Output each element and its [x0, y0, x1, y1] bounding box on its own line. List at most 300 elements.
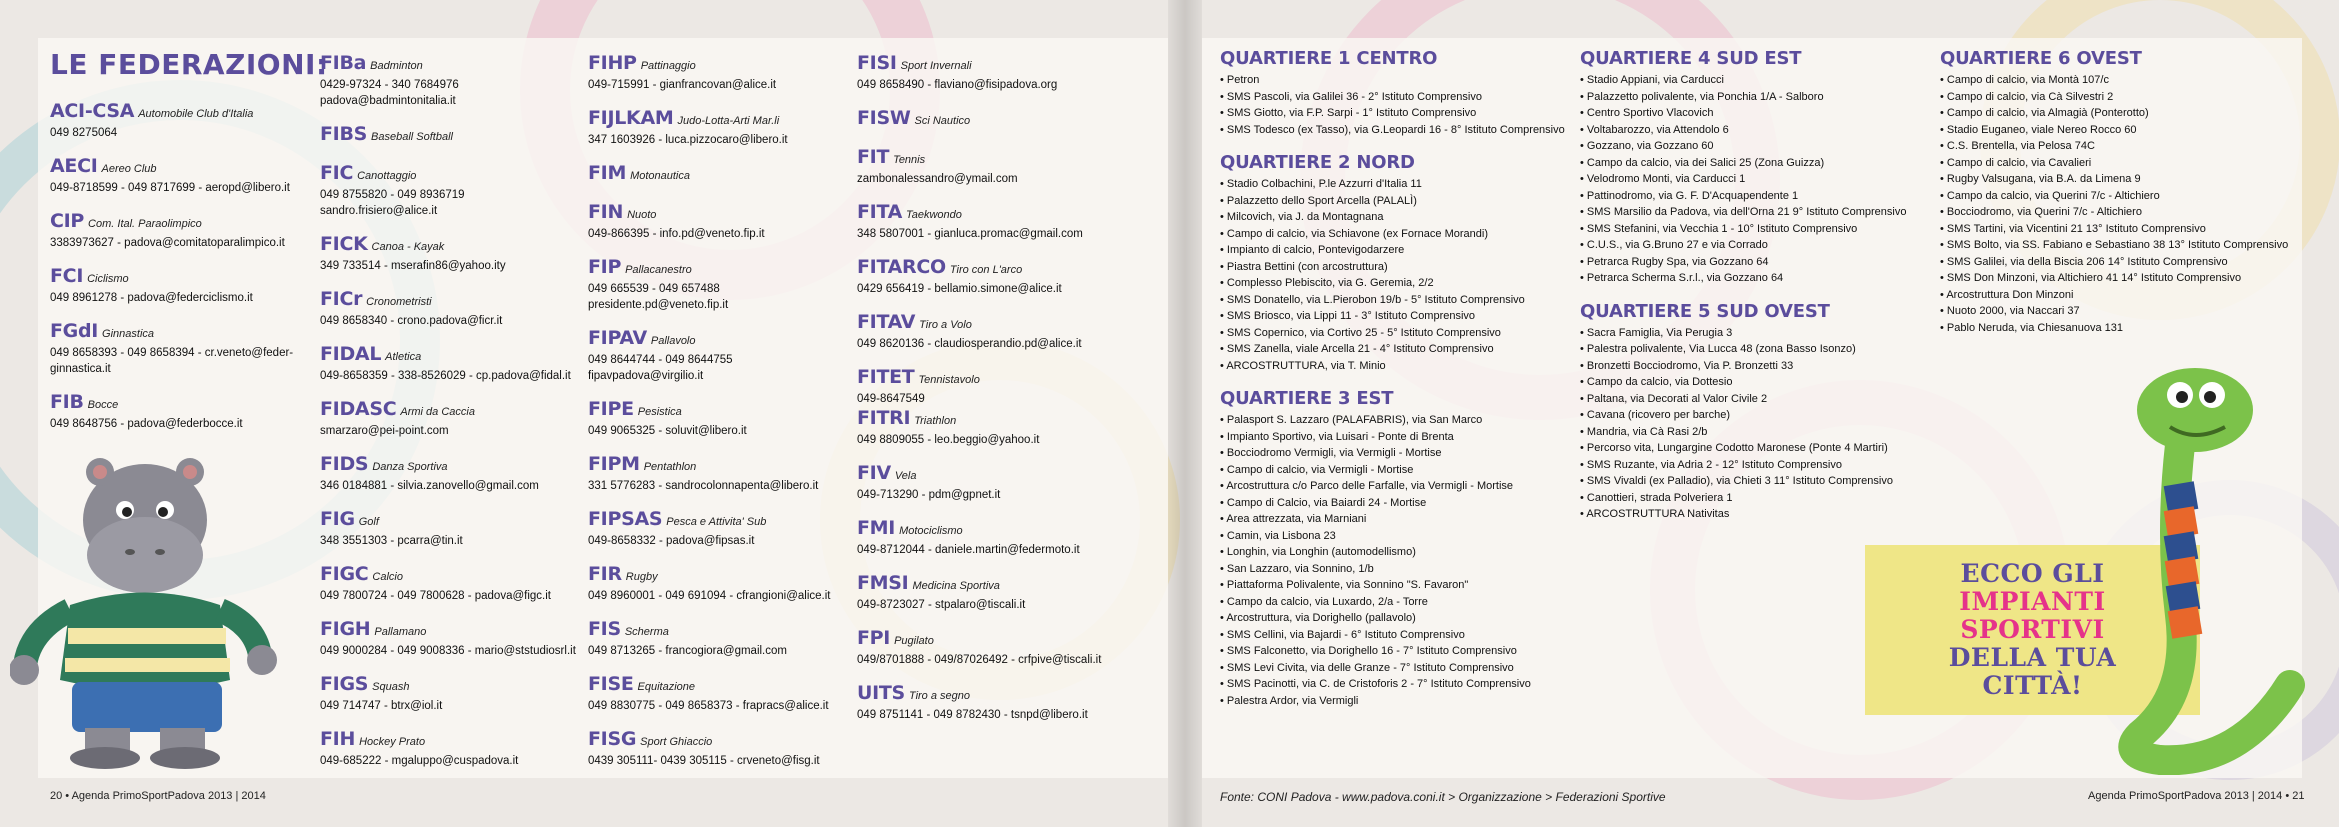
facility-item: • SMS Donatello, via L.Pierobon 19/b - 5° Istituto Comprensivo — [1220, 292, 1580, 309]
facility-item: • SMS Galilei, via della Biscia 206 14° Istituto Comprensivo — [1940, 254, 2280, 271]
federation-heading — [588, 673, 858, 698]
federation-entry — [50, 265, 320, 306]
federation-contact: 049-8658359 - 338-8526029 - cp.padova@fidal.it — [320, 370, 571, 382]
federation-sport: Danza Sportiva — [372, 461, 448, 473]
federation-contact: 348 3551303 - pcarra@tin.it — [320, 535, 463, 547]
federation-sport: Pugilato — [894, 635, 934, 647]
facility-item: • SMS Levi Civita, via delle Granze - 7° Istituto Comprensivo — [1220, 660, 1580, 677]
federation-heading — [588, 618, 858, 643]
federation-heading — [857, 627, 1147, 652]
federation-contact: 049-685222 - mgaluppo@cuspadova.it — [320, 755, 519, 767]
facility-item: • Arcostruttura Don Minzoni — [1940, 287, 2280, 304]
federation-contact: 0439 305111- 0439 305115 - crveneto@fisg.it — [588, 755, 820, 767]
facility-item: • Sacra Famiglia, Via Perugia 3 — [1580, 325, 1940, 342]
federation-heading — [857, 572, 1147, 597]
federation-contact: 349 733514 - mserafin86@yahoo.ity — [320, 260, 506, 272]
federation-contact: 049-8647549 — [857, 393, 925, 405]
federation-sport: Armi da Caccia — [400, 406, 475, 418]
federation-entry — [320, 288, 590, 329]
federation-entry — [857, 627, 1147, 668]
district-block — [1220, 152, 1580, 374]
federation-heading — [50, 320, 320, 345]
federation-heading — [857, 107, 1147, 132]
federation-sport: Tennistavolo — [918, 374, 980, 386]
federation-sport: Sport Ghiaccio — [640, 736, 713, 748]
federation-code: FIDS — [320, 453, 369, 475]
facility-item: • Campo da calcio, via Dottesio — [1580, 374, 1940, 391]
district-title: QUARTIERE 4 SUD EST — [1580, 48, 1802, 69]
federation-sport: Sport Invernali — [900, 60, 972, 72]
federation-heading — [857, 682, 1147, 707]
federation-code: FICr — [320, 288, 363, 310]
federation-entry — [320, 728, 590, 769]
federation-sport: Medicina Sportiva — [912, 580, 1000, 592]
federation-code: FIC — [320, 162, 354, 184]
federation-sport: Pesistica — [637, 406, 682, 418]
federation-sport: Golf — [358, 516, 379, 528]
facility-item: • Velodromo Monti, via Carducci 1 — [1580, 171, 1940, 188]
federation-sport: Automobile Club d'Italia — [138, 108, 254, 120]
federation-entry — [857, 311, 1147, 352]
federation-contact: 049 8644744 - 049 8644755 — [588, 354, 733, 366]
facility-item: • Campo di calcio, via Montà 107/c — [1940, 72, 2280, 89]
facility-item: • Cavana (ricovero per barche) — [1580, 407, 1940, 424]
facility-item: • Complesso Plebiscito, via G. Geremia, 2/2 — [1220, 275, 1580, 292]
hippo-mascot-illustration — [10, 430, 280, 770]
promo-line-3b: CITTÀ! — [1982, 671, 2083, 700]
federation-entry — [320, 123, 590, 148]
federation-entry — [857, 407, 1147, 448]
facility-item: • Campo da calcio, via Querini 7/c - Altichiero — [1940, 188, 2280, 205]
federation-code: FIGH — [320, 618, 371, 640]
facility-item: • Nuoto 2000, via Naccari 37 — [1940, 303, 2280, 320]
district-title: QUARTIERE 2 NORD — [1220, 152, 1415, 173]
federation-sport: Canoa - Kayak — [371, 241, 445, 253]
federation-entry — [857, 517, 1147, 558]
facility-item: • SMS Pacinotti, via C. de Cristoforis 2 - 7° Istituto Comprensivo — [1220, 676, 1580, 693]
federation-entry — [857, 572, 1147, 613]
federation-code: FIJLKAM — [588, 107, 674, 129]
federation-column-3 — [588, 52, 858, 783]
federation-heading — [320, 123, 590, 148]
federation-entry — [588, 618, 858, 659]
federation-heading — [320, 453, 590, 478]
federation-sport: Squash — [372, 681, 410, 693]
federation-contact: 049 8275064 — [50, 127, 118, 139]
federation-heading — [320, 398, 590, 423]
federation-code: FIHP — [588, 52, 637, 74]
federation-contact: 049 8755820 - 049 8936719 — [320, 189, 465, 201]
federation-entry — [320, 563, 590, 604]
federation-code: FMI — [857, 517, 896, 539]
federation-sport: Judo-Lotta-Arti Mar.li — [677, 115, 780, 127]
federation-contact: 0429 656419 - bellamio.simone@alice.it — [857, 283, 1062, 295]
district-column-3 — [1940, 48, 2289, 350]
federation-contact: 049-866395 - info.pd@veneto.fip.it — [588, 228, 765, 240]
federation-code: FMSI — [857, 572, 909, 594]
federation-entry — [320, 508, 590, 549]
facility-item: • SMS Copernico, via Cortivo 25 - 5° Istituto Comprensivo — [1220, 325, 1580, 342]
facility-item: • Campo di calcio, via Vermigli - Mortise — [1220, 462, 1580, 479]
federation-sport: Aereo Club — [101, 163, 157, 175]
federation-heading — [320, 508, 590, 533]
federation-code: FIN — [588, 201, 624, 223]
federation-heading — [320, 343, 590, 368]
federation-sport: Hockey Prato — [359, 736, 426, 748]
federation-sport: Motonautica — [630, 170, 690, 182]
federation-contact: 049 8658340 - crono.padova@ficr.it — [320, 315, 503, 327]
federation-contact: 347 1603926 - luca.pizzocaro@libero.it — [588, 134, 788, 146]
federation-code: FIT — [857, 146, 890, 168]
federation-contact: 049 8961278 - padova@federciclismo.it — [50, 292, 253, 304]
district-title: QUARTIERE 1 CENTRO — [1220, 48, 1438, 69]
federation-sport: Pallavolo — [650, 335, 696, 347]
federation-entry — [50, 320, 320, 377]
federation-heading — [50, 265, 320, 290]
facility-item: • Bocciodromo, via Querini 7/c - Altichiero — [1940, 204, 2280, 221]
federation-column-2 — [320, 52, 590, 783]
facility-list — [1940, 72, 2289, 336]
federation-entry — [50, 155, 320, 196]
federation-heading — [857, 517, 1147, 542]
federation-heading — [588, 453, 858, 478]
federation-sport: Motociclismo — [899, 525, 963, 537]
federation-code: FISE — [588, 673, 634, 695]
facility-item: • Longhin, via Longhin (automodellismo) — [1220, 544, 1580, 561]
federation-entry — [588, 201, 858, 242]
federation-contact: ginnastica.it — [50, 363, 111, 375]
federation-entry — [588, 327, 858, 384]
federation-code: FIV — [857, 462, 891, 484]
federation-heading — [320, 563, 590, 588]
facility-item: • SMS Tartini, via Vicentini 21 13° Istituto Comprensivo — [1940, 221, 2280, 238]
federation-heading — [588, 508, 858, 533]
district-column-1 — [1220, 48, 1580, 723]
facility-list — [1220, 72, 1580, 138]
federation-code: FIDASC — [320, 398, 397, 420]
facility-item: • SMS Don Minzoni, via Altichiero 41 14° Istituto Comprensivo — [1940, 270, 2280, 287]
federation-entry — [588, 728, 858, 769]
facility-item: • SMS Falconetto, via Dorighello 16 - 7° Istituto Comprensivo — [1220, 643, 1580, 660]
federation-contact: 049 9065325 - soluvit@libero.it — [588, 425, 747, 437]
promo-line-1: ECCO GLI — [1960, 559, 2105, 588]
federation-sport: Tiro a Volo — [919, 319, 972, 331]
facility-item: • Petrarca Scherma S.r.l., via Gozzano 64 — [1580, 270, 1940, 287]
federation-sport: Equitazione — [637, 681, 696, 693]
federation-contact: 049 8960001 - 049 691094 - cfrangioni@alice.it — [588, 590, 831, 602]
federation-sport: Canottaggio — [357, 170, 417, 182]
federation-heading — [588, 563, 858, 588]
federation-heading — [588, 327, 858, 352]
federation-contact: 0429-97324 - 340 7684976 — [320, 79, 459, 91]
federation-code: FIGS — [320, 673, 369, 695]
facility-item: • Campo di calcio, via Schiavone (ex Fornace Morandi) — [1220, 226, 1580, 243]
federation-code: AECI — [50, 155, 98, 177]
federation-heading — [320, 52, 590, 77]
right-folio: Agenda PrimoSportPadova 2013 | 2014 • 21 — [2088, 790, 2305, 802]
page-gutter — [1168, 0, 1202, 827]
federation-code: FIP — [588, 256, 622, 278]
federation-contact: 049/8701888 - 049/87026492 - crfpive@tiscali.it — [857, 654, 1102, 666]
federation-entry — [588, 162, 858, 187]
federation-code: FIPE — [588, 398, 634, 420]
facility-item: • Palestra Ardor, via Vermigli — [1220, 693, 1580, 710]
federation-contact: zambonalessandro@ymail.com — [857, 173, 1018, 185]
federation-entry — [588, 453, 858, 494]
federation-entry — [320, 673, 590, 714]
facility-item: • Canottieri, strada Polveriera 1 — [1580, 490, 1940, 507]
facility-item: • SMS Giotto, via F.P. Sarpi - 1° Istituto Comprensivo — [1220, 105, 1580, 122]
facility-item: • Piastra Bettini (con arcostruttura) — [1220, 259, 1580, 276]
federation-entry — [588, 508, 858, 549]
federation-sport: Pallacanestro — [625, 264, 692, 276]
federation-sport: Tiro con L'arco — [949, 264, 1023, 276]
federation-heading — [857, 52, 1147, 77]
federation-code: FITRI — [857, 407, 911, 429]
federation-code: FICK — [320, 233, 368, 255]
federation-heading — [857, 462, 1147, 487]
federation-entry — [857, 682, 1147, 723]
federation-code: CIP — [50, 210, 85, 232]
federation-heading — [588, 201, 858, 226]
federation-code: FPI — [857, 627, 891, 649]
federation-entry — [320, 52, 590, 109]
facility-list — [1580, 72, 1940, 287]
facility-item: • C.S. Brentella, via Pelosa 74C — [1940, 138, 2280, 155]
federation-sport: Calcio — [372, 571, 403, 583]
federation-code: FIPAV — [588, 327, 647, 349]
facility-item: • Voltabarozzo, via Attendolo 6 — [1580, 122, 1940, 139]
federation-heading — [857, 256, 1147, 281]
district-block — [1940, 48, 2289, 336]
federation-code: FIS — [588, 618, 621, 640]
facility-item: • Impianto di calcio, Pontevigodarzere — [1220, 242, 1580, 259]
federation-entry — [857, 366, 1147, 407]
federation-entry — [588, 398, 858, 439]
facility-item: • Piattaforma Polivalente, via Sonnino "S. Favaron" — [1220, 577, 1580, 594]
federation-entry — [320, 162, 590, 219]
federation-heading — [588, 256, 858, 281]
federation-sport: Ciclismo — [87, 273, 129, 285]
federation-entry — [857, 52, 1147, 93]
facility-item: • Arcostruttura c/o Parco delle Farfalle, via Vermigli - Mortise — [1220, 478, 1580, 495]
federation-heading — [320, 162, 590, 187]
federation-contact: 331 5776283 - sandrocolonnapenta@libero.it — [588, 480, 819, 492]
facility-item: • ARCOSTRUTTURA Nativitas — [1580, 506, 1940, 523]
federation-code: FIBa — [320, 52, 367, 74]
federation-contact: padova@badmintonitalia.it — [320, 95, 456, 107]
facility-item: • Pattinodromo, via G. F. D'Acquapendente 1 — [1580, 188, 1940, 205]
federation-sport: Pallamano — [374, 626, 427, 638]
federation-heading — [857, 146, 1147, 171]
federation-entry — [857, 201, 1147, 242]
federation-contact: 346 0184881 - silvia.zanovello@gmail.com — [320, 480, 539, 492]
federation-sport: Pesca e Attivita' Sub — [666, 516, 767, 528]
facility-item: • SMS Ruzante, via Adria 2 - 12° Istituto Comprensivo — [1580, 457, 1940, 474]
federation-entry — [588, 107, 858, 148]
federation-contact: 049 665539 - 049 657488 — [588, 283, 720, 295]
facility-item: • SMS Marsilio da Padova, via dell'Orna 21 9° Istituto Comprensivo — [1580, 204, 1940, 221]
facility-item: • ARCOSTRUTTURA, via T. Minio — [1220, 358, 1580, 375]
facility-item: • SMS Cellini, via Bajardi - 6° Istituto Comprensivo — [1220, 627, 1580, 644]
facility-item: • SMS Pascoli, via Galilei 36 - 2° Istituto Comprensivo — [1220, 89, 1580, 106]
facility-item: • Rugby Valsugana, via B.A. da Limena 9 — [1940, 171, 2280, 188]
facility-item: • Area attrezzata, via Marniani — [1220, 511, 1580, 528]
facility-item: • Palazzetto polivalente, via Ponchia 1/A - Salboro — [1580, 89, 1940, 106]
federation-entry — [320, 453, 590, 494]
district-title: QUARTIERE 3 EST — [1220, 388, 1394, 409]
federation-heading — [320, 673, 590, 698]
federation-entry — [588, 673, 858, 714]
federation-contact: 049 8809055 - leo.beggio@yahoo.it — [857, 434, 1040, 446]
federation-sport: Tiro a segno — [908, 690, 971, 702]
federation-contact: 049 714747 - btrx@iol.it — [320, 700, 443, 712]
federation-heading — [857, 201, 1147, 226]
federation-entry — [320, 618, 590, 659]
federation-contact: 049-8723027 - stpalaro@tiscali.it — [857, 599, 1026, 611]
facility-item: • Campo da calcio, via dei Salici 25 (Zona Guizza) — [1580, 155, 1940, 172]
facility-item: • Gozzano, via Gozzano 60 — [1580, 138, 1940, 155]
federation-sport: Rugby — [625, 571, 658, 583]
federation-code: FIB — [50, 391, 84, 413]
federation-code: FIR — [588, 563, 622, 585]
federation-code: FITA — [857, 201, 903, 223]
federation-contact: 049-8658332 - padova@fipsas.it — [588, 535, 755, 547]
federation-entry — [857, 146, 1147, 187]
facility-item: • Palasport S. Lazzaro (PALAFABRIS), via San Marco — [1220, 412, 1580, 429]
federation-sport: Com. Ital. Paraolimpico — [88, 218, 202, 230]
federation-sport: Triathlon — [914, 415, 957, 427]
snake-mascot-illustration — [2100, 355, 2320, 775]
facility-item: • Stadio Euganeo, viale Nereo Rocco 60 — [1940, 122, 2280, 139]
facility-item: • Campo di Calcio, via Baiardi 24 - Mortise — [1220, 495, 1580, 512]
promo-line-2a: IMPIANTI — [1959, 587, 2106, 616]
federation-contact: 049 9000284 - 049 9008336 - mario@ststudiosrl.it — [320, 645, 576, 657]
federation-sport: Taekwondo — [906, 209, 962, 221]
federation-heading — [50, 100, 320, 125]
federation-entry — [320, 398, 590, 439]
federation-sport: Bocce — [87, 399, 119, 411]
facility-item: • Campo da calcio, via Luxardo, 2/a - Torre — [1220, 594, 1580, 611]
federation-heading — [320, 233, 590, 258]
federation-code: FITET — [857, 366, 915, 388]
federation-code: FIBS — [320, 123, 368, 145]
facility-item: • SMS Vivaldi (ex Palladio), via Chieti 3 11° Istituto Comprensivo — [1580, 473, 1940, 490]
federation-code: FIPSAS — [588, 508, 663, 530]
federation-sport: Pentathlon — [643, 461, 697, 473]
federation-entry — [320, 233, 590, 274]
district-column-2 — [1580, 48, 1940, 537]
federation-contact: 049 8620136 - claudiosperandio.pd@alice.it — [857, 338, 1082, 350]
federation-contact: sandro.frisiero@alice.it — [320, 205, 438, 217]
federation-code: FISW — [857, 107, 911, 129]
left-folio: 20 • Agenda PrimoSportPadova 2013 | 2014 — [50, 790, 266, 802]
federation-code: FITAV — [857, 311, 916, 333]
federation-sport: Cronometristi — [366, 296, 432, 308]
federation-contact: 049 8648756 - padova@federbocce.it — [50, 418, 243, 430]
federation-code: FIM — [588, 162, 627, 184]
facility-item: • Petrarca Rugby Spa, via Gozzano 64 — [1580, 254, 1940, 271]
federation-sport: Baseball Softball — [371, 131, 453, 143]
federation-code: FGdI — [50, 320, 99, 342]
facility-item: • Palazzetto dello Sport Arcella (PALALÌ) — [1220, 193, 1580, 210]
federation-heading — [857, 407, 1147, 432]
district-block — [1220, 388, 1580, 709]
federation-heading — [50, 210, 320, 235]
federation-entry — [588, 256, 858, 313]
federation-contact: 049 7800724 - 049 7800628 - padova@figc.it — [320, 590, 551, 602]
federation-sport: Vela — [894, 470, 917, 482]
facility-item: • Bocciodromo Vermigli, via Vermigli - Mortise — [1220, 445, 1580, 462]
federation-heading — [588, 52, 858, 77]
federation-code: ACI-CSA — [50, 100, 135, 122]
federation-entry — [588, 563, 858, 604]
federation-code: FISI — [857, 52, 897, 74]
facility-item: • Centro Sportivo Vlacovich — [1580, 105, 1940, 122]
federation-code: UITS — [857, 682, 905, 704]
facility-item: • C.U.S., via G.Bruno 27 e via Corrado — [1580, 237, 1940, 254]
federation-contact: presidente.pd@veneto.fip.it — [588, 299, 729, 311]
federation-contact: 049 8751141 - 049 8782430 - tsnpd@libero.it — [857, 709, 1088, 721]
facility-item: • Arcostruttura, via Dorighello (pallavolo) — [1220, 610, 1580, 627]
federation-entry — [857, 256, 1147, 297]
federation-heading — [50, 391, 320, 416]
federation-contact: 049-715991 - gianfrancovan@alice.it — [588, 79, 777, 91]
federation-code: FIGC — [320, 563, 369, 585]
federation-sport: Nuoto — [627, 209, 657, 221]
district-block — [1580, 301, 1940, 523]
federation-entry — [50, 100, 320, 141]
district-title: QUARTIERE 5 SUD OVEST — [1580, 300, 1830, 322]
federation-sport: Tennis — [893, 154, 926, 166]
facility-list — [1220, 412, 1580, 709]
facility-item: • Palestra polivalente, Via Lucca 48 (zona Basso Isonzo) — [1580, 341, 1940, 358]
page-title: LE FEDERAZIONI: — [50, 48, 328, 81]
federation-heading — [320, 288, 590, 313]
federation-contact: 049 8658490 - flaviano@fisipadova.org — [857, 79, 1058, 91]
facility-item: • Mandria, via Cà Rasi 2/b — [1580, 424, 1940, 441]
federation-sport: Scherma — [624, 626, 669, 638]
district-title: QUARTIERE 6 OVEST — [1940, 48, 2142, 69]
federation-sport: Ginnastica — [102, 328, 155, 340]
federation-contact: 049-8718599 - 049 8717699 - aeropd@libero.it — [50, 182, 290, 194]
federation-contact: 049 8658393 - 049 8658394 - cr.veneto@feder- — [50, 347, 294, 359]
federation-contact: 049-8712044 - daniele.martin@federmoto.it — [857, 544, 1080, 556]
facility-item: • Camin, via Lisbona 23 — [1220, 528, 1580, 545]
federation-contact: 348 5807001 - gianluca.promac@gmail.com — [857, 228, 1083, 240]
federation-code: FIPM — [588, 453, 640, 475]
federation-contact: 3383973627 - padova@comitatoparalimpico.it — [50, 237, 285, 249]
federation-code: FCI — [50, 265, 84, 287]
federation-sport: Atletica — [385, 351, 422, 363]
federation-heading — [588, 728, 858, 753]
federation-sport: Sci Nautico — [914, 115, 971, 127]
federation-column-1 — [50, 100, 320, 446]
federation-heading — [588, 107, 858, 132]
federation-code: FIG — [320, 508, 355, 530]
district-block — [1580, 48, 1940, 287]
federation-code: FIH — [320, 728, 356, 750]
federation-code: FISG — [588, 728, 637, 750]
federation-sport: Badminton — [370, 60, 423, 72]
facility-item: • Campo di calcio, via Cavalieri — [1940, 155, 2280, 172]
facility-item: • Pablo Neruda, via Chiesanuova 131 — [1940, 320, 2280, 337]
federation-contact: smarzaro@pei-point.com — [320, 425, 449, 437]
federation-entry — [588, 52, 858, 93]
federation-heading — [857, 311, 1147, 336]
facility-item: • Percorso vita, Lungargine Codotto Maronese (Ponte 4 Martiri) — [1580, 440, 1940, 457]
federation-entry — [857, 462, 1147, 503]
